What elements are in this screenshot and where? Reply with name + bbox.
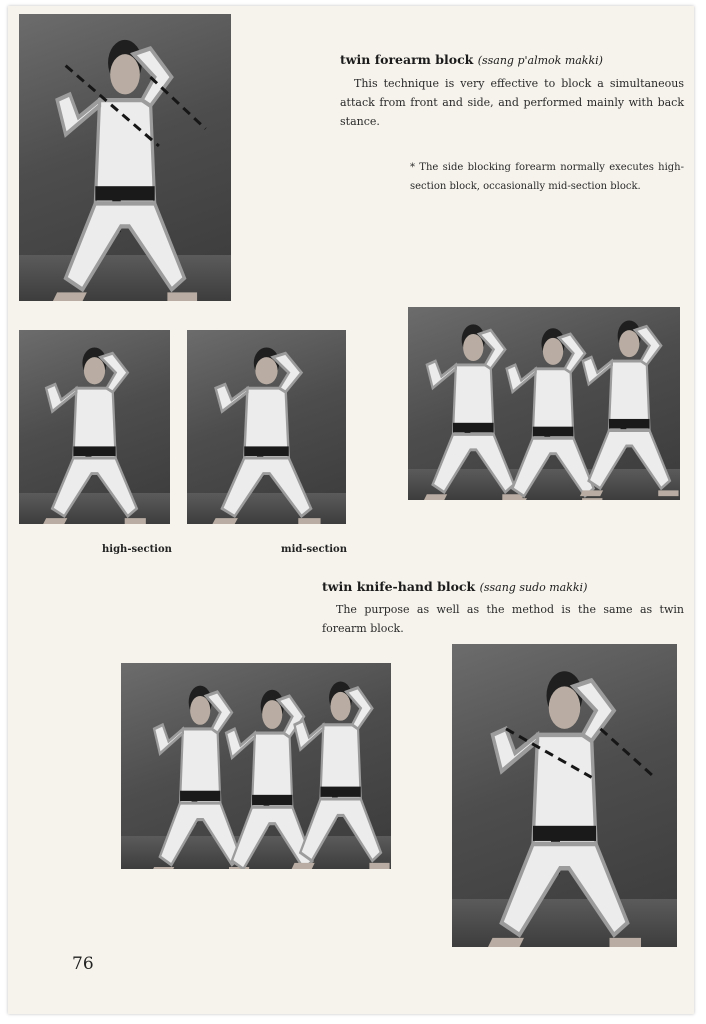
photo-twin-knife-hand-block-sparring [121,663,391,869]
caption-mid-section: mid-section [281,544,347,555]
side-block-note: * The side blocking forearm normally executes high-section block, occasionally mid-section block. [410,162,684,192]
photo-high-section [19,330,170,524]
section-title-twin-knife-hand-block [322,579,587,594]
caption-high-section: high-section [102,544,172,555]
twin-forearm-block-description: This technique is very effective to block a simultaneous attack from front and side, and performed mainly with back stance. [340,77,684,128]
section-title-twin-forearm-block [340,52,603,67]
book-page [8,6,694,1014]
photo-mid-section [187,330,346,524]
korean-name: (ssang sudo makki) [479,581,588,594]
page-number: 76 [72,954,94,974]
photo-twin-knife-hand-block-main [452,644,677,947]
title-text: twin knife-hand block [322,579,476,594]
twin-knife-hand-block-description: The purpose as well as the method is the same as twin forearm block. [322,603,684,635]
photo-twin-forearm-block-main [19,14,231,301]
photo-twin-forearm-block-sparring [408,307,680,500]
korean-name: (ssang p'almok makki) [477,54,603,67]
title-text: twin forearm block [340,52,474,67]
